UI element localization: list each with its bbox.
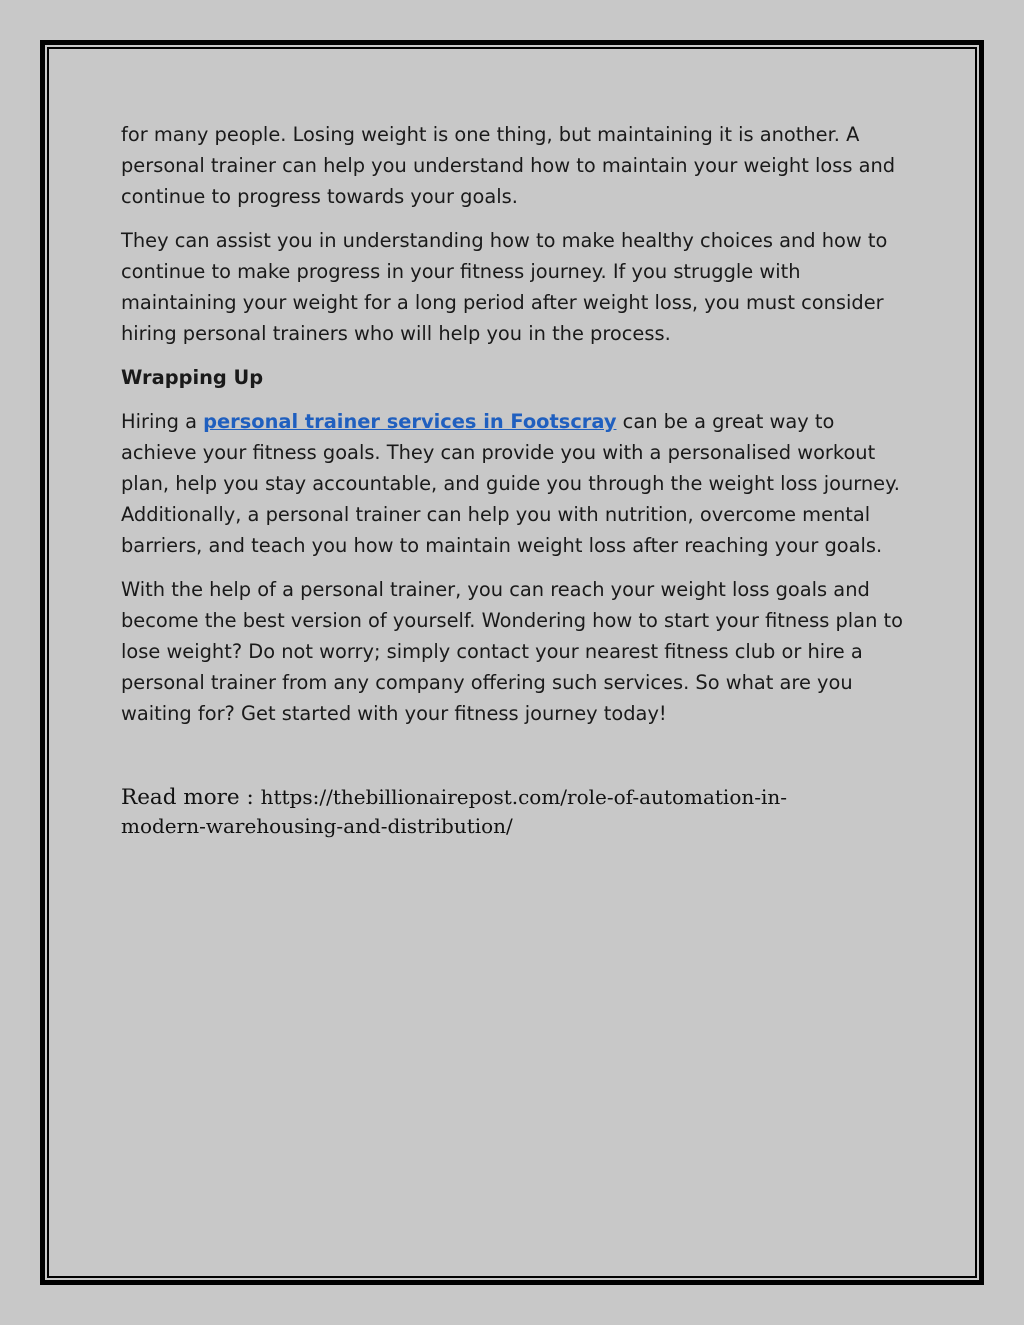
paragraph-text-after-link: can be a great way to achieve your fitness goals. They can provide you with a personalised workout plan, help you stay accountable, and guide you through the weight loss journey. Additionally, a personal trainer can help you with nutrition, overcome mental barriers, and teach you how to maintain weight loss after reaching your goals. — [121, 410, 900, 557]
paragraph-text-before-link: Hiring a — [121, 410, 204, 433]
paragraph-maintaining-weight: for many people. Losing weight is one thing, but maintaining it is another. A personal trainer can help you understand how to maintain your weight loss and continue to progress towards your goals. — [121, 123, 896, 208]
paragraph-hiring-trainer — [121, 406, 911, 561]
read-more-url[interactable]: https://thebillionairepost.com/role-of-automation-in-modern-warehousing-and-distribution/ — [121, 785, 788, 838]
read-more — [121, 783, 841, 841]
paragraph-conclusion: With the help of a personal trainer, you can reach your weight loss goals and become the best version of yourself. Wondering how to start your fitness plan to lose weight? Do not worry; simply contact your nearest fitness club or hire a personal trainer from any company offering such services. So what are you waiting for? Get started with your fitness journey today! — [121, 578, 903, 725]
read-more-label: Read more : — [121, 785, 261, 810]
trainer-services-link[interactable]: personal trainer services in Footscray — [203, 410, 617, 433]
section-heading: Wrapping Up — [121, 366, 264, 389]
paragraph-healthy-choices: They can assist you in understanding how to make healthy choices and how to continue to make progress in your fitness journey. If you struggle with maintaining your weight for a long period after weight loss, you must consider hiring personal trainers who will help you in the process. — [121, 229, 888, 345]
document-body — [121, 119, 911, 742]
